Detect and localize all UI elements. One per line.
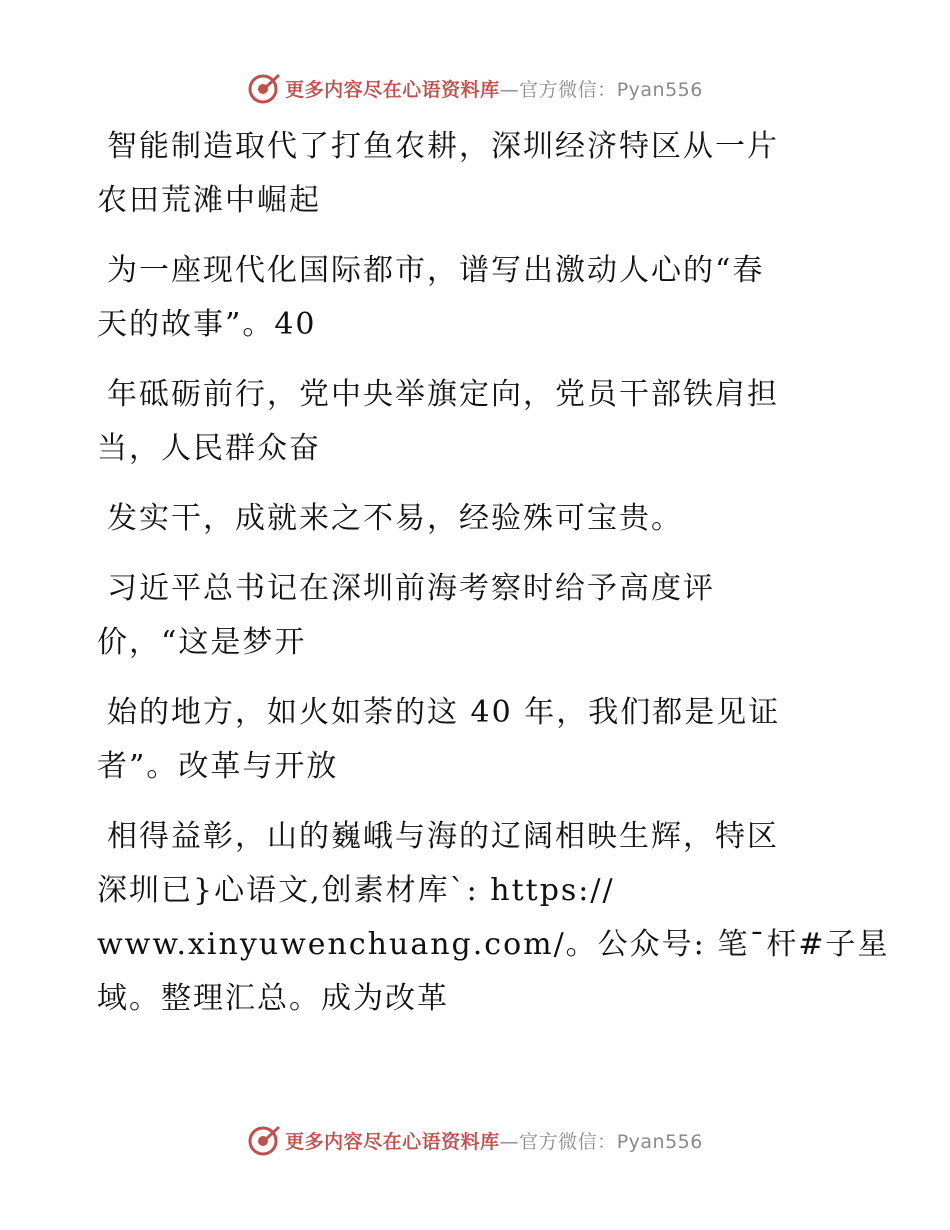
text-line: 者”。改革与开放 [97,749,339,784]
paragraph [97,368,837,476]
header-banner [0,68,950,108]
text-line: 深圳已}心语文,创素材库`: https:// [97,873,615,908]
text-line: 价，“这是梦开 [97,625,307,660]
text-line: www.xinyuwenchuang.com/。公众号: 笔¯杆#子星 [97,927,890,962]
text-line: 为一座现代化国际都市，谱写出激动人心的“春 [107,253,765,288]
banner-wechat-id: Pyan556 [616,1130,703,1153]
text-line: 习近平总书记在深圳前海考察时给予高度评 [107,571,715,606]
banner-wechat-id: Pyan556 [616,78,703,101]
text-line: 域。整理汇总。成为改革 [97,981,449,1016]
text-line: 相得益彰，山的巍峨与海的辽阔相映生辉，特区 [107,819,779,854]
text-line: 农田荒滩中崛起 [97,183,321,218]
text-line: 始的地方，如火如荼的这 40 年，我们都是见证 [107,695,781,730]
text-line: 天的故事”。40 [97,307,317,342]
banner-wechat-label: 官方微信： [519,78,617,101]
paragraph [97,120,837,228]
text-line: 发实干，成就来之不易，经验殊可宝贵。 [107,501,683,536]
paragraph [97,492,837,546]
document-body [97,120,890,1042]
paragraph [97,810,890,1026]
banner-dash: — [499,78,520,101]
text-line: 智能制造取代了打鱼农耕，深圳经济特区从一片 [107,129,779,164]
paragraph [97,686,837,794]
banner-title: 更多内容尽在心语资料库 [285,78,500,101]
banner-title: 更多内容尽在心语资料库 [285,1130,500,1153]
paragraph [97,562,837,670]
pen-logo-icon [247,71,281,105]
footer-banner [0,1120,950,1160]
banner-dash: — [499,1130,520,1153]
pen-logo-icon [247,1123,281,1157]
text-line: 年砥砺前行，党中央举旗定向，党员干部铁肩担 [107,377,779,412]
text-line: 当，人民群众奋 [97,431,321,466]
paragraph [97,244,837,352]
banner-wechat-label: 官方微信： [519,1130,617,1153]
